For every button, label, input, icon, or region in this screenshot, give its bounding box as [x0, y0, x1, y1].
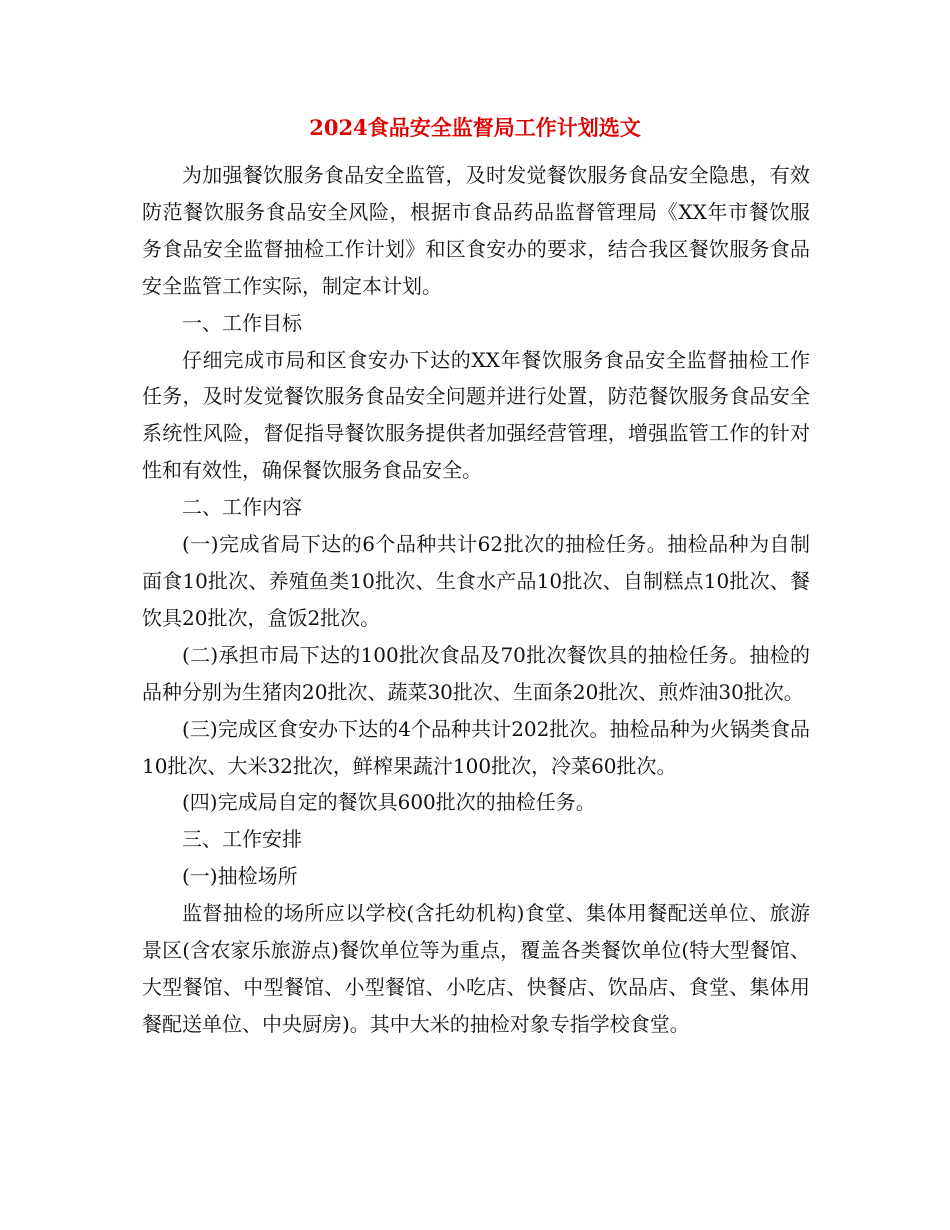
paragraph-work-goals: 仔细完成市局和区食安办下达的XX年餐饮服务食品安全监督抽检工作任务，及时发觉餐饮服务食品安全问题并进行处置，防范餐饮服务食品安全系统性风险，督促指导餐饮服务提供者加强经营管理，增强监管工作的针对性和有效性，确保餐饮服务食品安全。	[142, 347, 810, 483]
paragraph-content-item-1: (一)完成省局下达的6个品种共计62批次的抽检任务。抽检品种为自制面食10批次、养殖鱼类10批次、生食水产品10批次、自制糕点10批次、餐饮具20批次，盒饭2批次。	[142, 532, 810, 630]
subheading-sampling-sites: (一)抽检场所	[182, 864, 298, 889]
paragraph-content-item-2: (二)承担市局下达的100批次食品及70批次餐饮具的抽检任务。抽检的品种分别为生猪肉20批次、蔬菜30批次、生面条20批次、煎炸油30批次。	[142, 642, 810, 704]
document-body	[142, 157, 810, 1043]
heading-work-goals: 一、工作目标	[182, 310, 302, 335]
document-title: 2024食品安全监督局工作计划选文	[309, 115, 641, 140]
heading-work-content: 二、工作内容	[182, 495, 302, 520]
paragraph-content-item-3: (三)完成区食安办下达的4个品种共计202批次。抽检品种为火锅类食品10批次、大米32批次，鲜榨果蔬汁100批次，冷菜60批次。	[142, 716, 810, 778]
paragraph-sampling-sites: 监督抽检的场所应以学校(含托幼机构)食堂、集体用餐配送单位、旅游景区(含农家乐旅游点)餐饮单位等为重点，覆盖各类餐饮单位(特大型餐馆、大型餐馆、中型餐馆、小型餐馆、小吃店、快餐店、饮品店、食堂、集体用餐配送单位、中央厨房)。其中大米的抽检对象专指学校食堂。	[142, 901, 810, 1036]
paragraph-content-item-4: (四)完成局自定的餐饮具600批次的抽检任务。	[182, 790, 596, 815]
heading-work-arrangement: 三、工作安排	[182, 827, 302, 852]
paragraph-intro: 为加强餐饮服务食品安全监管，及时发觉餐饮服务食品安全隐患，有效防范餐饮服务食品安全风险，根据市食品药品监督管理局《XX年市餐饮服务食品安全监督抽检工作计划》和区食安办的要求，结合我区餐饮服务食品安全监管工作实际，制定本计划。	[142, 163, 810, 298]
